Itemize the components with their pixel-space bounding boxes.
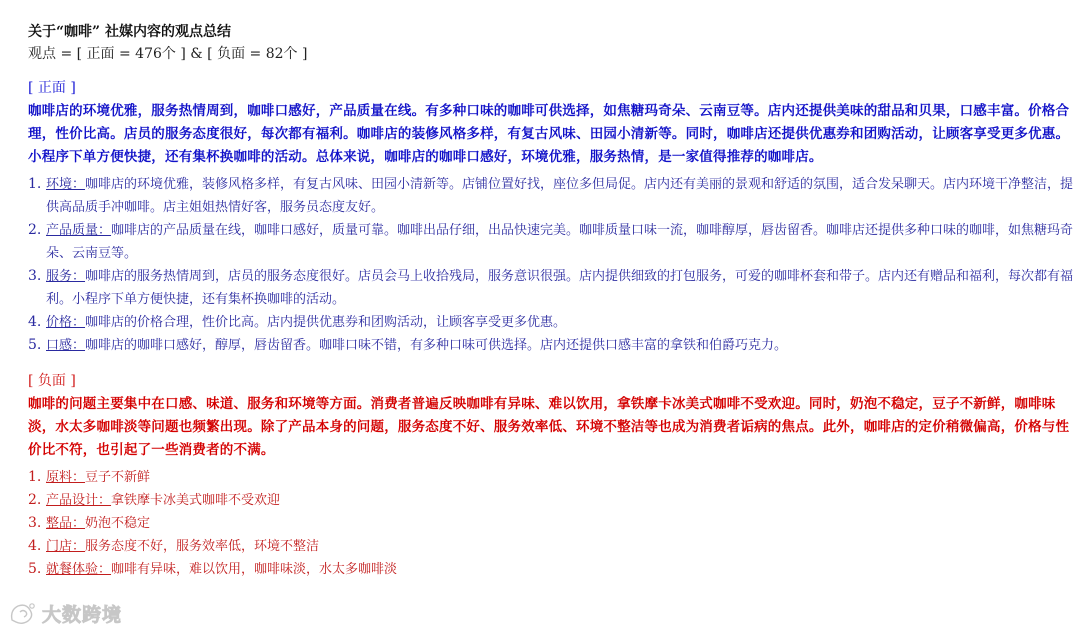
item-text: 咖啡有异味，难以饮用，咖啡味淡，水太多咖啡淡 [111, 562, 398, 577]
item-number: 1. [28, 469, 42, 485]
item-category: 价格 [46, 315, 73, 330]
watermark [8, 598, 122, 628]
item-number: 3. [28, 515, 42, 531]
item-category: 环境 [46, 177, 73, 192]
item-text: 咖啡店的环境优雅，装修风格多样，有复古风味、田园小清新等。店铺位置好找，座位多但局促。店内还有美丽的景观和舒适的氛围，适合发呆聊天。店内环境干净整洁，提供高品质手冲咖啡。店主姐姐热情好客，服务员态度友好。 [46, 177, 1074, 215]
positive-item [28, 334, 1074, 357]
item-category: 口感 [46, 338, 73, 353]
item-text: 服务态度不好，服务效率低，环境不整洁 [85, 539, 320, 554]
watermark-text: 大数跨境 [42, 603, 123, 626]
item-separator: ： [98, 223, 112, 238]
item-text: 拿铁摩卡冰美式咖啡不受欢迎 [111, 493, 281, 508]
item-category: 产品质量 [46, 223, 99, 238]
negative-item [28, 466, 1074, 489]
negative-section [28, 371, 1074, 581]
item-text: 咖啡店的价格合理，性价比高。店内提供优惠券和团购活动，让顾客享受更多优惠。 [85, 315, 567, 330]
positive-item [28, 219, 1074, 265]
item-number: 4. [28, 314, 42, 330]
item-category: 就餐体验 [46, 562, 99, 577]
item-category: 整品 [46, 516, 73, 531]
item-separator: ： [72, 516, 86, 531]
opinion-count-summary: 观点 = [ 正面 = 476个 ] & [ 负面 = 82个 ] [28, 46, 308, 62]
item-number: 5. [28, 561, 42, 577]
item-category: 产品设计 [46, 493, 99, 508]
item-text: 咖啡店的产品质量在线，咖啡口感好，质量可靠。咖啡出品仔细，出品快速完美。咖啡质量口味一流，咖啡醇厚，唇齿留香。咖啡店还提供多种口味的咖啡，如焦糖玛奇朵、云南豆等。 [46, 223, 1074, 261]
item-number: 1. [28, 176, 42, 192]
item-text: 咖啡店的服务热情周到，店员的服务态度很好。店员会马上收拾残局，服务意识很强。店内提供细致的打包服务，可爱的咖啡杯套和带子。店内还有赠品和福利，每次都有福利。小程序下单方便快捷，还有集杯换咖啡的活动。 [46, 269, 1074, 307]
positive-item [28, 311, 1074, 334]
item-separator: ： [98, 562, 112, 577]
positive-item [28, 265, 1074, 311]
item-number: 2. [28, 222, 42, 238]
watermark-logo-icon [8, 600, 38, 626]
positive-summary: 咖啡店的环境优雅，服务热情周到，咖啡口感好，产品质量在线。有多种口味的咖啡可供选择，如焦糖玛奇朵、云南豆等。店内还提供美味的甜品和贝果，口感丰富。价格合理，性价比高。店员的服务态度很好，每次都有福利。咖啡店的装修风格多样，有复古风味、田园小清新等。同时，咖啡店还提供优惠券和团购活动，让顾客享受更多优惠。小程序下单方便快捷，还有集杯换咖啡的活动。总体来说，咖啡店的咖啡口感好，环境优雅，服务热情，是一家值得推荐的咖啡店。 [28, 103, 1070, 165]
negative-item [28, 512, 1074, 535]
item-separator: ： [72, 470, 86, 485]
negative-item [28, 535, 1074, 558]
positive-label: [ 正面 ] [28, 80, 76, 96]
negative-item [28, 489, 1074, 512]
negative-label: [ 负面 ] [28, 373, 76, 389]
negative-list [28, 466, 1074, 581]
item-number: 2. [28, 492, 42, 508]
item-category: 原料 [46, 470, 73, 485]
item-category: 门店 [46, 539, 73, 554]
item-separator: ： [72, 539, 86, 554]
item-text: 奶泡不稳定 [85, 516, 151, 531]
positive-list [28, 173, 1074, 357]
positive-section [28, 78, 1074, 357]
item-separator: ： [72, 177, 86, 192]
item-number: 3. [28, 268, 42, 284]
negative-item [28, 558, 1074, 581]
item-category: 服务 [46, 269, 73, 284]
report [28, 22, 1074, 581]
item-separator: ： [72, 315, 86, 330]
item-separator: ： [98, 493, 112, 508]
item-separator: ： [72, 338, 86, 353]
report-title: 关于“咖啡” 社媒内容的观点总结 [28, 24, 231, 40]
item-number: 5. [28, 337, 42, 353]
negative-summary: 咖啡的问题主要集中在口感、味道、服务和环境等方面。消费者普遍反映咖啡有异味、难以饮用，拿铁摩卡冰美式咖啡不受欢迎。同时，奶泡不稳定，豆子不新鲜，咖啡味淡，水太多咖啡淡等问题也频繁出现。除了产品本身的问题，服务态度不好、服务效率低、环境不整洁等也成为消费者诟病的焦点。此外，咖啡店的定价稍微偏高，价格与性价比不符，也引起了一些消费者的不满。 [28, 396, 1070, 458]
item-separator: ： [72, 269, 86, 284]
positive-item [28, 173, 1074, 219]
item-text: 豆子不新鲜 [85, 470, 151, 485]
item-text: 咖啡店的咖啡口感好，醇厚，唇齿留香。咖啡口味不错，有多种口味可供选择。店内还提供口感丰富的拿铁和伯爵巧克力。 [85, 338, 788, 353]
item-number: 4. [28, 538, 42, 554]
